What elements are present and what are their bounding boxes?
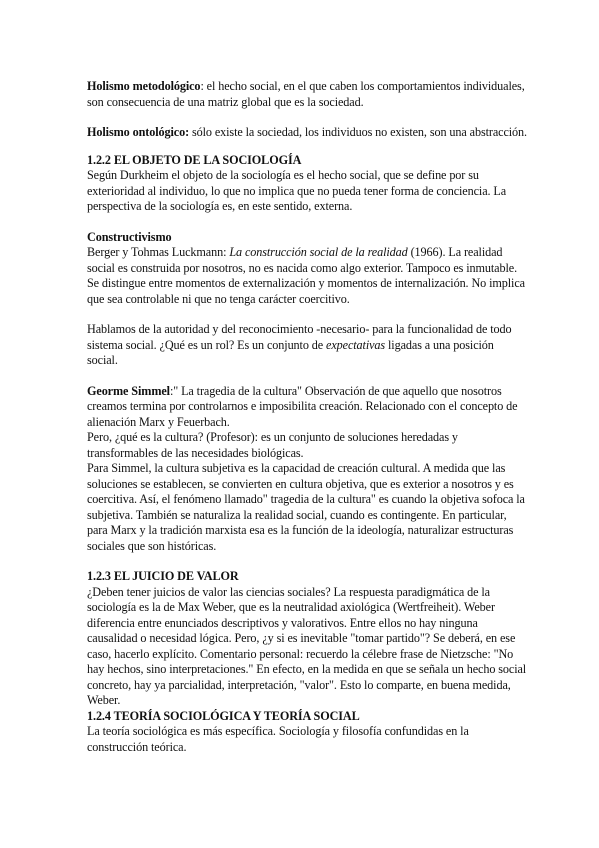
simmel-name: Georme Simmel	[87, 383, 170, 398]
teoria-paragraph: La teoría sociológica es más específica. Sociología y filosofía confundidas en la construcción teórica.	[87, 724, 469, 754]
definition: : el hecho social, en el que caben los comportamientos individuales, son consecuencia de una matriz global que es la sociedad.	[87, 79, 525, 109]
autoridad-text-end: ligadas a una posición social.	[87, 337, 494, 367]
constructivismo-heading: Constructivismo	[87, 229, 172, 244]
objeto-paragraph: Según Durkheim el objeto de la sociología es el hecho social, que se define por su exterioridad al individuo, lo que no implica que no pueda tener forma de conciencia. La perspectiva de la sociología es, en este sentido, externa.	[87, 168, 507, 213]
autoridad-text: Hablamos de la autoridad y del reconocimiento -necesario- para la funcionalidad de todo sistema social. ¿Qué es un rol? Es un conjunto de	[87, 322, 512, 352]
cultura-subjetiva-paragraph: Para Simmel, la cultura subjetiva es la capacidad de creación cultural. A medida que las soluciones se establecen, se convierten en cultura objetiva, que es exterior a nosotros y es coercitiva. Así, el fenómeno llamado" tragedia de la cultura" es cuando la objetiva sofoca la subjetiva. También se naturaliza la realidad social, cuando es contingente. En particular, para Marx y la tradición marxista esa es la función de la ideología, naturalizar estructuras sociales que son históricas.	[87, 461, 525, 553]
constructivismo-paragraph	[87, 245, 527, 307]
constructivismo-text: (1966). La realidad social es construida por nosotros, no es nacida como algo exterior. Tampoco es inmutable. Se distingue entre momentos de externalización y momentos de internalización. No implica que sea controlable ni que no tenga carácter coercitivo.	[87, 245, 525, 306]
document-body	[87, 79, 527, 755]
term: Holismo metodológico	[87, 79, 201, 93]
holismo-metodologico-paragraph	[87, 79, 527, 110]
section-heading-objeto: 1.2.2 EL OBJETO DE LA SOCIOLOGÍA	[87, 152, 302, 167]
holismo-ontologico-paragraph	[87, 125, 527, 141]
simmel-text: :" La tragedia de la cultura" Observación de que aquello que nosotros creamos termina por controlarnos e imposibilita creación. Relacionado con el concepto de alienación Marx y Feuerbach.	[87, 383, 518, 429]
section-heading-teoria: 1.2.4 TEORÍA SOCIOLÓGICA Y TEORÍA SOCIAL	[87, 708, 360, 723]
authors: Berger y Tohmas Luckmann:	[87, 245, 230, 259]
autoridad-paragraph	[87, 322, 527, 369]
cultura-question-paragraph: Pero, ¿qué es la cultura? (Profesor): es un conjunto de soluciones heredadas y transformables de las necesidades biológicas.	[87, 430, 458, 460]
simmel-paragraph	[87, 384, 527, 431]
expectativas-emphasis: expectativas	[326, 337, 386, 352]
definition: sólo existe la sociedad, los individuos no existen, son una abstracción.	[189, 125, 527, 139]
book-title: La construcción social de la realidad	[229, 245, 408, 259]
juicio-paragraph: ¿Deben tener juicios de valor las ciencias sociales? La respuesta paradigmática de la sociología es la de Max Weber, que es la neutralidad axiológica (Wertfreiheit). Weber diferencia entre enunciados descriptivos y valorativos. Entre ellos no hay ninguna causalidad o necesidad lógica. Pero, ¿y si es inevitable "tomar partido"? Se deberá, en ese caso, hacerlo explícito. Comentario personal: recuerdo la célebre frase de Nietzsche: "No hay hechos, sino interpretaciones." En efecto, en la medida en que se señala un hecho social concreto, hay ya parcialidad, interpretación, "valor". Esto lo comparte, en buena medida, Weber.	[87, 584, 527, 707]
section-heading-juicio: 1.2.3 EL JUICIO DE VALOR	[87, 569, 239, 583]
term: Holismo ontológico:	[87, 125, 190, 139]
